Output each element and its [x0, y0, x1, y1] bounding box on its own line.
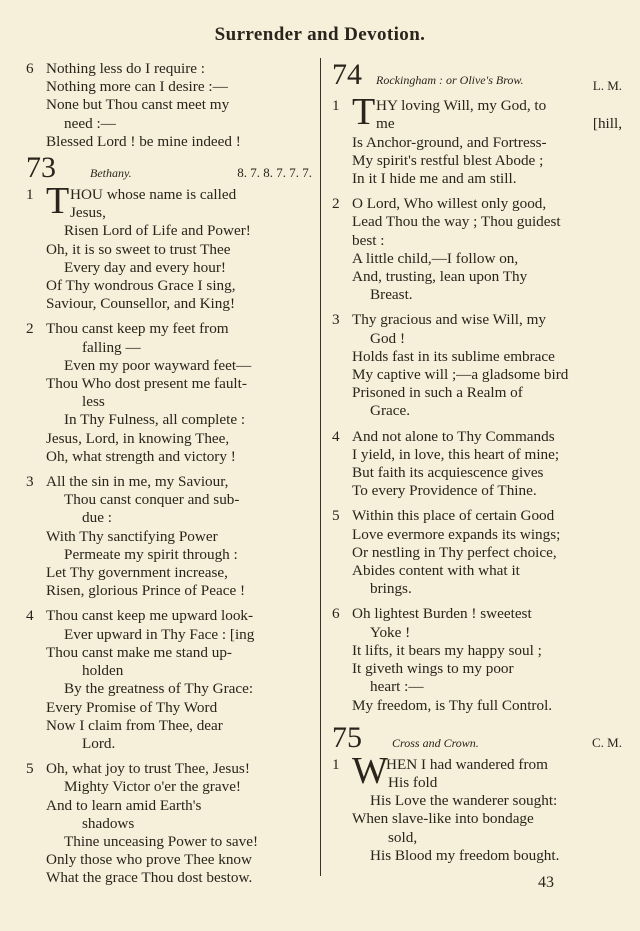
- verse-line: My captive will ;—a gladsome bird: [352, 366, 569, 384]
- verse-line: Nothing less do I require :: [46, 60, 206, 77]
- hymn-number: 74: [332, 58, 362, 91]
- verse-line: heart :—: [370, 678, 424, 696]
- verse-number: 6: [332, 605, 340, 623]
- verse-line: Permeate my spirit through :: [64, 545, 238, 563]
- verse-line: Thou canst conquer and sub-: [64, 491, 240, 509]
- verse-line: Or nestling in Thy perfect choice,: [352, 543, 557, 561]
- verse-line: Oh, it is so sweet to trust Thee: [46, 240, 231, 258]
- verse-line: Mighty Victor o'er the grave!: [64, 778, 241, 796]
- verse-6: [332, 605, 622, 714]
- verse-line: Love evermore expands its wings;: [352, 525, 561, 543]
- verse-line: Abides content with what it: [352, 562, 520, 580]
- verse-line: But faith its acquiescence gives: [352, 464, 544, 482]
- verse-line: In it I hide me and am still.: [352, 170, 517, 188]
- verse-line: Prisoned in such a Realm of: [352, 384, 523, 402]
- verse-line: me: [376, 115, 395, 133]
- verse-line: All the sin in me, my Saviour,: [46, 473, 229, 491]
- verse-line: And not alone to Thy Commands: [352, 427, 555, 445]
- verse-line: Nothing more can I desire :—: [46, 78, 228, 96]
- verse-line: due :: [82, 509, 112, 527]
- hymn-73-header: [26, 153, 312, 183]
- verse-line: Thou canst keep me upward look-: [46, 607, 254, 625]
- verse-4: [26, 607, 312, 753]
- verse-line: best :: [352, 231, 385, 249]
- drop-cap: W: [352, 749, 388, 792]
- verse-line: None but Thou canst meet my: [46, 96, 230, 114]
- verse-number: 2: [332, 195, 340, 213]
- verse-line: Risen Lord of Life and Power!: [64, 222, 251, 240]
- left-column: [26, 60, 312, 888]
- verse-number: 1: [26, 186, 34, 204]
- verse-line: Lead Thou the way ; Thou guidest: [352, 213, 561, 231]
- verse-line: less: [82, 393, 105, 411]
- verse-line: Oh lightest Burden ! sweetest: [352, 605, 532, 623]
- verse-line: holden: [82, 662, 124, 680]
- verse-number: 5: [26, 760, 34, 778]
- verse-line: Every day and every hour!: [64, 258, 226, 276]
- verse-line: His Love the wanderer sought:: [370, 792, 558, 810]
- verse-line: Grace.: [370, 402, 411, 420]
- verse-line: It giveth wings to my poor: [352, 660, 514, 678]
- verse-line: shadows: [82, 814, 135, 832]
- verse-line: By the greatness of Thy Grace:: [64, 680, 254, 698]
- hymn-number: 75: [332, 720, 362, 754]
- verse-1: [332, 749, 622, 865]
- meter: 8. 7. 8. 7. 7. 7.: [237, 165, 312, 181]
- verse-line: And, trusting, lean upon Thy: [352, 268, 528, 286]
- verse-3: [26, 473, 312, 600]
- verse-line: Let Thy government increase,: [46, 564, 228, 582]
- verse-line: Every Promise of Thy Word: [46, 698, 218, 716]
- verse-number: 2: [26, 320, 34, 338]
- verse-line: Thy gracious and wise Will, my: [352, 311, 546, 329]
- tune-name: Rockingham : or Olive's Brow.: [376, 73, 524, 87]
- verse-1: [332, 91, 622, 188]
- verse-line: I yield, in love, this heart of mine;: [352, 445, 560, 463]
- running-title: Surrender and Devotion.: [214, 24, 426, 45]
- verse-line: A little child,—I follow on,: [352, 249, 519, 267]
- verse-line: His Blood my freedom bought.: [370, 846, 560, 864]
- verse-line: It lifts, it bears my happy soul ;: [352, 641, 542, 659]
- verse-line-overflow: [hill,: [592, 115, 622, 133]
- verse-line: God !: [370, 329, 406, 347]
- verse-line: What the grace Thou dost bestow.: [46, 869, 253, 887]
- verse-line: Oh, what joy to trust Thee, Jesus!: [46, 760, 250, 778]
- verse-line: Risen, glorious Prince of Peace !: [46, 582, 246, 600]
- verse-line: Of Thy wondrous Grace I sing,: [46, 277, 236, 295]
- verse-line: Ever upward in Thy Face : [ing: [64, 625, 255, 643]
- verse-line: O Lord, Who willest only good,: [352, 195, 547, 213]
- verse-4: [332, 428, 622, 501]
- verse-line: In Thy Fulness, all complete :: [64, 411, 246, 429]
- verse-number: 3: [26, 473, 34, 491]
- verse-line: Saviour, Counsellor, and King!: [46, 295, 236, 313]
- verse-line: Is Anchor-ground, and Fortress-: [352, 133, 547, 151]
- verse-number: 3: [332, 311, 340, 329]
- meter: L. M.: [592, 78, 622, 93]
- drop-cap: T: [352, 91, 376, 134]
- verse-line: My freedom, is Thy full Control.: [352, 696, 553, 714]
- verse-line: Blessed Lord ! be mine indeed !: [46, 132, 241, 150]
- verse-line: Lord.: [82, 734, 116, 752]
- tune-name: Cross and Crown.: [392, 735, 479, 750]
- verse-5: [26, 760, 312, 887]
- verse-line: Thou Who dost present me fault-: [46, 375, 247, 393]
- verse-line: HY loving Will, my God, to: [376, 97, 547, 115]
- verse-line: brings.: [370, 580, 412, 598]
- page-number: 43: [538, 874, 554, 891]
- column-divider: [320, 58, 321, 876]
- verse-line: Holds fast in its sublime embrace: [352, 347, 555, 365]
- verse-line: sold,: [388, 828, 418, 846]
- verse-line: Jesus,: [70, 204, 106, 222]
- verse-3: [332, 311, 622, 420]
- verse-number: 5: [332, 507, 340, 525]
- verse-line: When slave-like into bondage: [352, 810, 534, 828]
- verse-number: 1: [332, 97, 340, 115]
- hymn-74-header: [332, 60, 622, 90]
- verse-2: [26, 320, 312, 466]
- verse-line: His fold: [388, 773, 438, 791]
- verse-line: HEN I had wandered from: [386, 755, 548, 773]
- verse-line: To every Providence of Thine.: [352, 482, 537, 500]
- verse-line: Breast.: [370, 286, 413, 304]
- verse-line: Thine unceasing Power to save!: [64, 832, 259, 850]
- right-column: [332, 60, 622, 865]
- verse-1: [26, 180, 312, 313]
- tune-name: Bethany.: [90, 166, 132, 181]
- verse-number: 6: [26, 60, 34, 77]
- verse-number: 1: [332, 755, 340, 773]
- verse-line: Thou canst make me stand up-: [46, 643, 232, 661]
- verse-line: Within this place of certain Good: [352, 507, 555, 525]
- verse-line: Yoke !: [370, 623, 411, 641]
- verse-line: Only those who prove Thee know: [46, 851, 252, 869]
- verse-number: 4: [26, 607, 34, 625]
- verse-line: Now I claim from Thee, dear: [46, 716, 223, 734]
- verse-line: Even my poor wayward feet—: [64, 356, 252, 374]
- drop-cap: T: [46, 180, 70, 223]
- verse-line: need :—: [64, 114, 116, 132]
- verse-line: With Thy sanctifying Power: [46, 527, 218, 545]
- hymn-75-header: [332, 720, 622, 754]
- meter: C. M.: [592, 734, 622, 750]
- verse-line: And to learn amid Earth's: [46, 796, 202, 814]
- verse-2: [332, 195, 622, 304]
- hymn-number: 73: [26, 151, 56, 185]
- verse-line: My spirit's restful blest Abode ;: [352, 151, 544, 169]
- verse-6-continued: [26, 60, 312, 151]
- verse-line: Thou canst keep my feet from: [46, 320, 229, 338]
- verse-line: falling —: [82, 338, 141, 356]
- verse-line: Oh, what strength and victory !: [46, 447, 236, 465]
- verse-line: Jesus, Lord, in knowing Thee,: [46, 429, 230, 447]
- verse-number: 4: [332, 427, 340, 445]
- verse-line: HOU whose name is called: [70, 186, 237, 204]
- verse-5: [332, 507, 622, 598]
